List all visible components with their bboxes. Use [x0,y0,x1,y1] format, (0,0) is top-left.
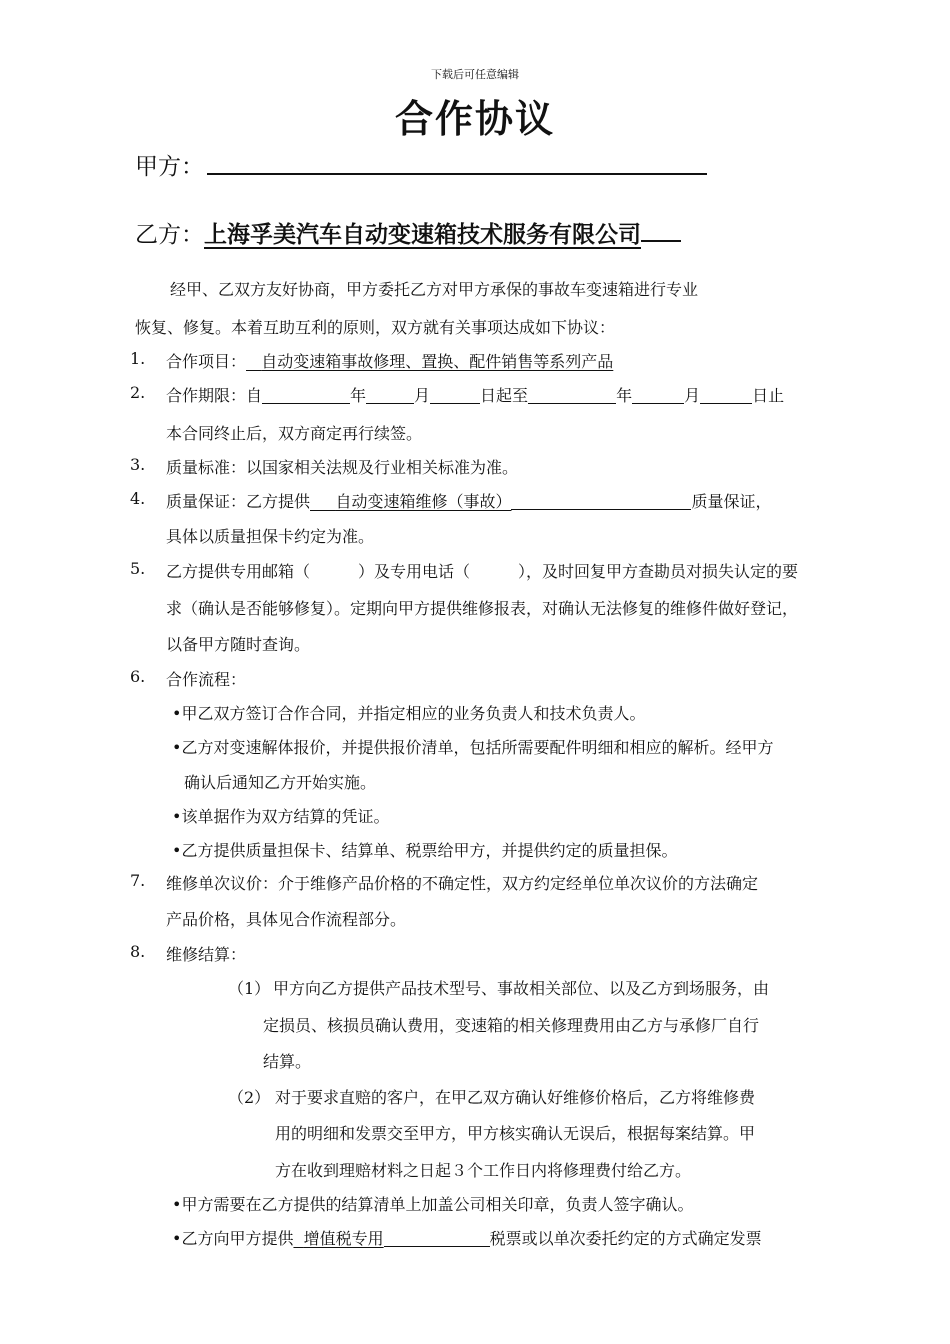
party-b-label: 乙方： [135,222,204,248]
item-1-value: 自动变速箱事故修理、置换、配件销售等系列产品 [261,352,614,371]
item-6-bullet-2-line-2: 确认后通知乙方开始实施。 [184,773,377,792]
item-8-bullet-2: •乙方向甲方提供 增值税专用 税票或以单次委托约定的方式确定发票 [172,1229,762,1248]
item-4-trailing-blank [511,493,691,510]
item-8-label: 维修结算： [166,945,247,964]
intro-line-1: 经甲、乙双方友好协商，甲方委托乙方对甲方承保的事故车变速箱进行专业 [170,280,699,299]
item-7-line-1: 维修单次议价：介于维修产品价格的不确定性，双方约定经单位单次议价的方法确定 [166,874,759,893]
party-a-blank [207,173,707,175]
item-2-line-1: 合作期限：自 年 月 日起至 年 月 日止 [166,386,785,405]
item-8-sub-2-line-3: 方在收到理赔材料之日起３个工作日内将修理费付给乙方。 [275,1161,692,1180]
item-6-bullet-2-line-1: •乙方对变速解体报价，并提供报价清单，包括所需要配件明细和相应的解析。经甲方 [172,738,774,757]
end-year-blank [528,387,616,404]
item-8-number: 8. [130,942,146,961]
end-month-blank [632,387,684,404]
party-a-label: 甲方： [135,154,204,180]
item-2-line-2: 本合同终止后，双方商定再行续签。 [166,424,423,443]
party-b-trailing-line [641,239,681,242]
item-4-line-1: 质量保证：乙方提供 自动变速箱维修（事故） 质量保证， [166,492,772,511]
item-1-number: 1. [130,349,146,368]
party-b [135,216,681,249]
start-day-blank [430,387,480,404]
item-1 [166,349,613,372]
item-8-sub-2-line-2: 用的明细和发票交至甲方，甲方核实确认无误后，根据每案结算。甲 [275,1124,756,1143]
item-5-line-2: 求（确认是否能够修复）。定期向甲方提供维修报表，对确认无法修复的维修件做好登记， [166,599,799,618]
item-5-line-3: 以备甲方随时查询。 [166,635,311,654]
item-5-line-1: 乙方提供专用邮箱（ ）及专用电话（ ），及时回复甲方查勘员对损失认定的要 [166,562,799,581]
start-year-blank [262,387,350,404]
end-day-blank [700,387,752,404]
item-8-sub-1-line-1: 甲方向乙方提供产品技术型号、事故相关部位、以及乙方到场服务，由 [273,979,770,998]
item-2-number: 2. [130,383,146,402]
item-3-text: 质量标准：以国家相关法规及行业相关标准为准。 [166,458,519,477]
item-6-bullet-4: •乙方提供质量担保卡、结算单、税票给甲方，并提供约定的质量担保。 [172,841,678,860]
item-7-number: 7. [130,871,146,890]
invoice-type-trailing-blank [384,1230,490,1247]
item-6-label: 合作流程： [166,670,247,689]
item-1-label: 合作项目： [166,352,247,371]
start-month-blank [366,387,414,404]
invoice-type-value: 增值税专用 [303,1229,384,1248]
party-b-name: 上海孚美汽车自动变速箱技术服务有限公司 [204,221,641,248]
header-note: 下载后可任意编辑 [431,68,519,81]
item-8-sub-2-number: （2） [228,1088,271,1107]
item-7-line-2: 产品价格，具体见合作流程部分。 [166,910,407,929]
item-8-sub-1-line-2: 定损员、核损员确认费用，变速箱的相关修理费用由乙方与承修厂自行 [263,1016,760,1035]
item-5-number: 5. [130,559,146,578]
item-8-sub-1-number: （1） [228,979,271,998]
item-6-number: 6. [130,667,146,686]
item-3-number: 3. [130,455,146,474]
item-8-sub-1-line-3: 结算。 [263,1052,312,1071]
intro-line-2: 恢复、修复。本着互助互利的原则，双方就有关事项达成如下协议： [135,318,616,337]
item-8-sub-2-line-1: 对于要求直赔的客户，在甲乙双方确认好维修价格后，乙方将维修费 [275,1088,756,1107]
item-6-bullet-1: •甲乙双方签订合作合同，并指定相应的业务负责人和技术负责人。 [172,704,646,723]
document-title: 合作协议 [394,96,555,141]
item-4-value: 自动变速箱维修（事故） [335,492,512,511]
item-4-line-2: 具体以质量担保卡约定为准。 [166,527,375,546]
item-4-number: 4. [130,489,146,508]
item-8-bullet-1: •甲方需要在乙方提供的结算清单上加盖公司相关印章，负责人签字确认。 [172,1195,694,1214]
item-6-bullet-3: •该单据作为双方结算的凭证。 [172,807,390,826]
